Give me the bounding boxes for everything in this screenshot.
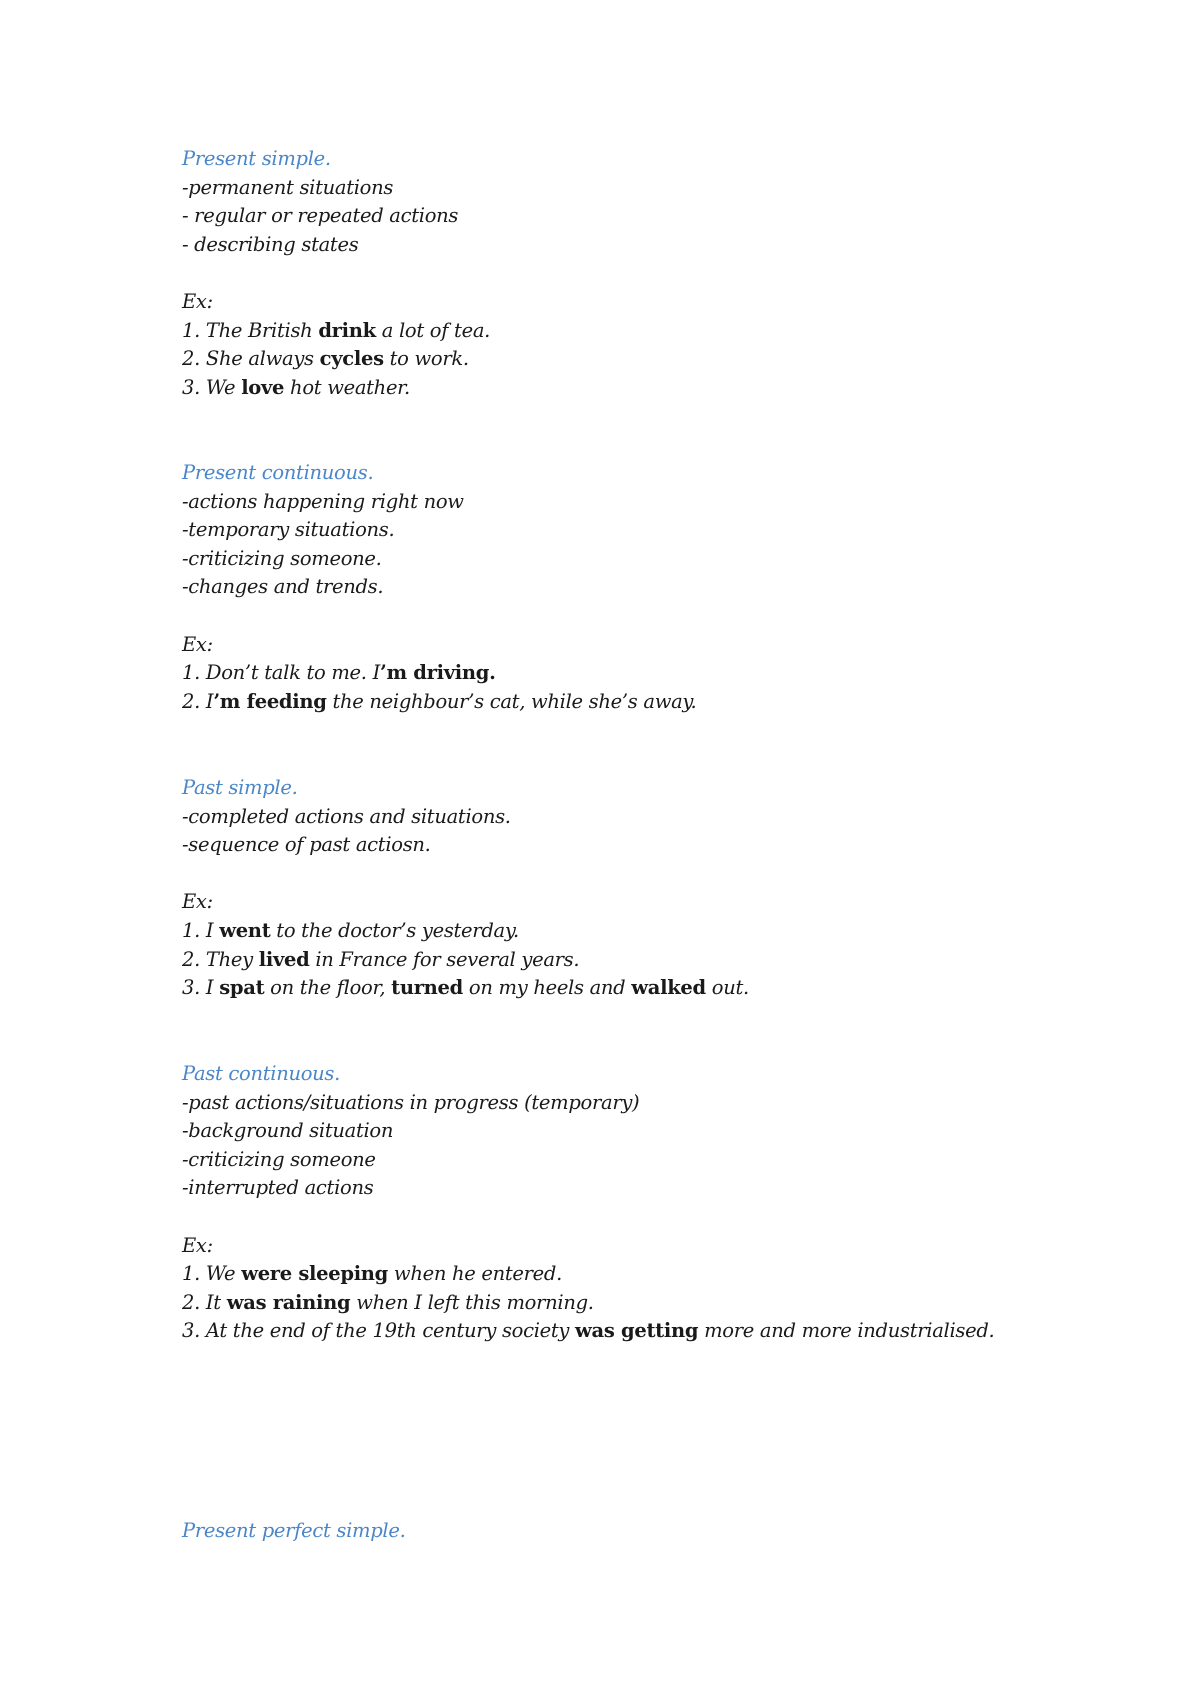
bold-verb: ’m feeding: [213, 689, 327, 713]
bold-verb: went: [219, 918, 271, 942]
example-sentence: [182, 1289, 994, 1318]
bold-verb: was raining: [226, 1290, 351, 1314]
bold-verb: cycles: [319, 347, 384, 371]
example-sentence: [182, 374, 490, 403]
sentence-text: 2. It: [182, 1290, 227, 1314]
example-label: Ex:: [182, 289, 213, 313]
bold-verb: turned: [391, 976, 464, 1000]
sentence-text: 1. I: [182, 918, 220, 942]
sentence-text: on my heels and: [463, 976, 632, 1000]
sentence-text: 1. Don’t talk to me. I: [182, 661, 380, 685]
bold-verb: drink: [318, 318, 376, 342]
sentence-text: more and more industrialised.: [698, 1319, 995, 1343]
sentence-text: to the doctor’s yesterday.: [270, 918, 519, 942]
sentence-text: 2. They: [182, 947, 259, 971]
section-present-simple: [182, 145, 490, 402]
section-heading: Past simple.: [182, 776, 298, 799]
sentence-text: on the floor,: [264, 976, 392, 1000]
section-past-continuous: [182, 1060, 994, 1346]
use-item: -criticizing someone.: [182, 546, 382, 570]
sentence-text: 1. We: [182, 1262, 242, 1286]
example-sentence: [182, 917, 749, 946]
sentence-text: when I left this morning.: [350, 1290, 594, 1314]
use-item: - regular or repeated actions: [182, 204, 459, 228]
sentence-text: 3. At the end of the 19th century society: [182, 1319, 576, 1343]
use-item: -criticizing someone: [182, 1147, 376, 1171]
example-sentence: [182, 1260, 994, 1289]
section-heading: Present simple.: [182, 147, 331, 170]
bold-verb: were sleeping: [241, 1262, 389, 1286]
sentence-text: when he entered.: [388, 1262, 562, 1286]
example-sentence: [182, 317, 490, 346]
use-item: - describing states: [182, 232, 359, 256]
sentence-text: hot weather.: [284, 375, 410, 399]
section-present-perfect-simple: [182, 1517, 405, 1546]
sentence-text: the neighbour’s cat, while she’s away.: [326, 689, 697, 713]
example-sentence: [182, 659, 696, 688]
sentence-text: a lot of tea.: [375, 318, 491, 342]
sentence-text: 3. We: [182, 375, 242, 399]
example-sentence: [182, 974, 749, 1003]
use-item: -permanent situations: [182, 175, 394, 199]
sentence-text: to work.: [383, 347, 469, 371]
use-item: -actions happening right now: [182, 489, 464, 513]
section-past-simple: [182, 774, 749, 1003]
section-heading: Present continuous.: [182, 461, 374, 484]
use-item: -background situation: [182, 1119, 394, 1143]
example-sentence: [182, 688, 696, 717]
example-label: Ex:: [182, 1233, 213, 1257]
example-sentence: [182, 345, 490, 374]
section-heading: Present perfect simple.: [182, 1519, 406, 1542]
example-sentence: [182, 1317, 994, 1346]
sentence-text: 3. I: [182, 976, 220, 1000]
use-item: -interrupted actions: [182, 1176, 374, 1200]
section-present-continuous: [182, 459, 696, 716]
use-item: -temporary situations.: [182, 518, 395, 542]
example-sentence: [182, 946, 749, 975]
use-item: -completed actions and situations.: [182, 804, 511, 828]
sentence-text: 2. She always: [182, 347, 320, 371]
sentence-text: 1. The British: [182, 318, 319, 342]
bold-verb: lived: [258, 947, 310, 971]
use-item: -sequence of past actiosn.: [182, 833, 431, 857]
sentence-text: in France for several years.: [309, 947, 580, 971]
bold-verb: ’m driving.: [380, 661, 496, 685]
bold-verb: spat: [219, 976, 265, 1000]
example-label: Ex:: [182, 632, 213, 656]
bold-verb: was getting: [575, 1319, 699, 1343]
sentence-text: out.: [705, 976, 749, 1000]
use-item: -past actions/situations in progress (temporary): [182, 1090, 640, 1114]
sentence-text: 2. I: [182, 689, 214, 713]
example-label: Ex:: [182, 890, 213, 914]
use-item: -changes and trends.: [182, 575, 384, 599]
section-heading: Past continuous.: [182, 1062, 341, 1085]
bold-verb: love: [241, 375, 285, 399]
bold-verb: walked: [631, 976, 706, 1000]
